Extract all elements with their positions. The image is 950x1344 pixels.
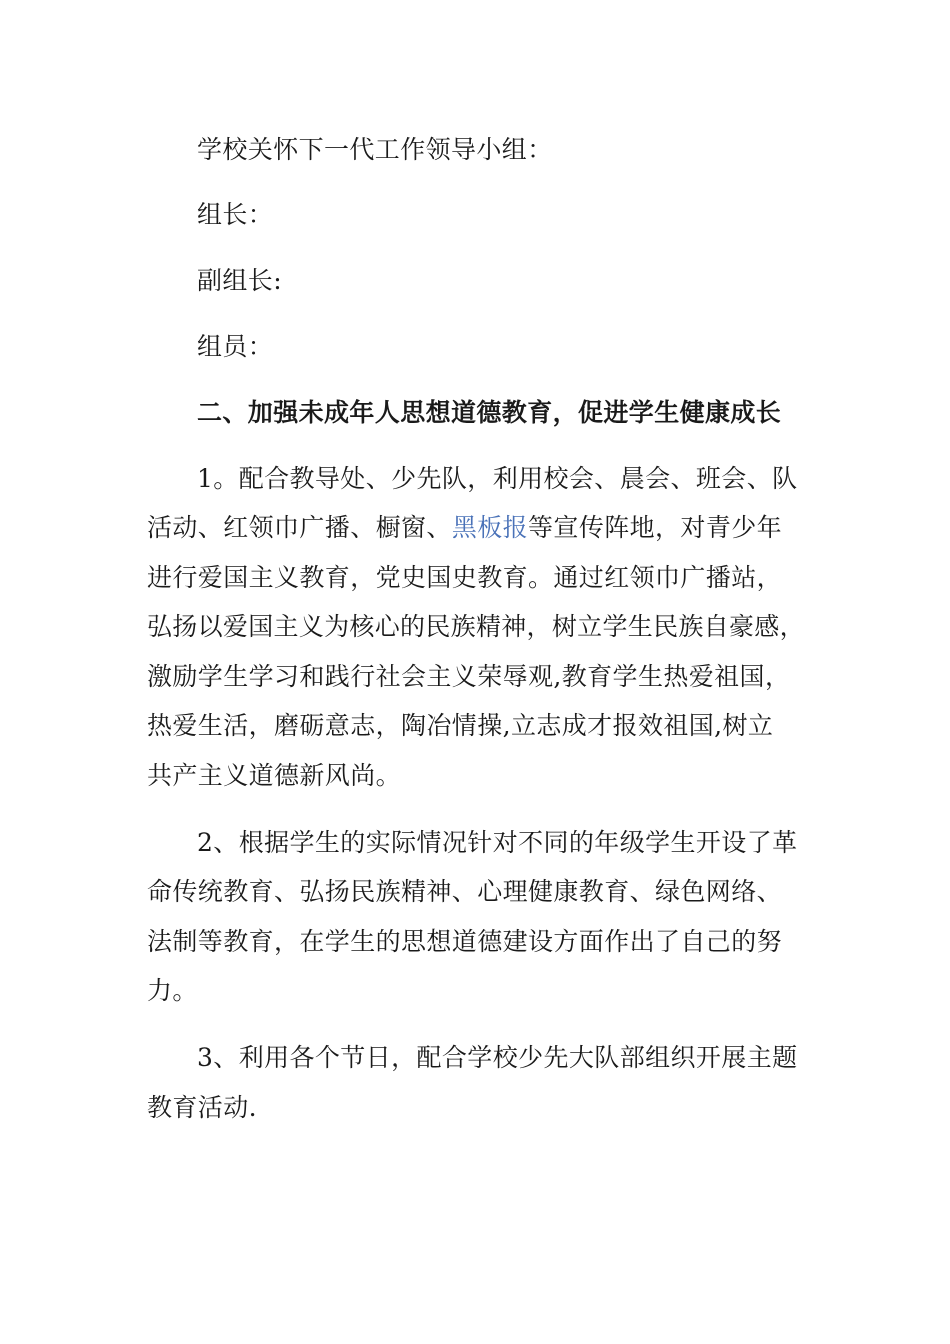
members-label: 组员： (197, 332, 274, 361)
para2-line2: 命传统教育、弘扬民族精神、心理健康教育、绿色网络、 (147, 877, 783, 906)
para1-line2 (147, 513, 782, 543)
para3-line2: 教育活动. (147, 1093, 257, 1122)
para1-line5: 激励学生学习和践行社会主义荣辱观,教育学生热爱祖国， (147, 662, 791, 691)
para2-line1: 2、根据学生的实际情况针对不同的年级学生开设了革 (197, 828, 798, 857)
leader-label: 组长： (197, 200, 274, 229)
para2-line4: 力。 (147, 976, 198, 1005)
para1-line7: 共产主义道德新风尚。 (147, 761, 402, 790)
section-heading: 二、加强未成年人思想道德教育，促进学生健康成长 (197, 398, 782, 427)
para2-line3: 法制等教育，在学生的思想道德建设方面作出了自己的努 (147, 927, 783, 956)
para1-line6: 热爱生活，磨砺意志，陶冶情操,立志成才报效祖国,树立 (147, 711, 774, 740)
para3-line1: 3、利用各个节日，配合学校少先大队部组织开展主题 (197, 1043, 798, 1072)
group-title: 学校关怀下一代工作领导小组： (197, 135, 553, 164)
para1-line2-pre: 活动、红领巾广播、橱窗、 (147, 513, 452, 542)
deputy-leader-label: 副组长: (197, 266, 283, 295)
para1-line4: 弘扬以爱国主义为核心的民族精神，树立学生民族自豪感， (147, 612, 805, 641)
para1-line3: 进行爱国主义教育，党史国史教育。通过红领巾广播站， (147, 563, 783, 592)
para1-line2-post: 等宣传阵地，对青少年 (528, 513, 783, 542)
blackboard-link[interactable]: 黑板报 (451, 513, 529, 542)
para1-line1: 1。配合教导处、少先队，利用校会、晨会、班会、队 (197, 464, 798, 493)
